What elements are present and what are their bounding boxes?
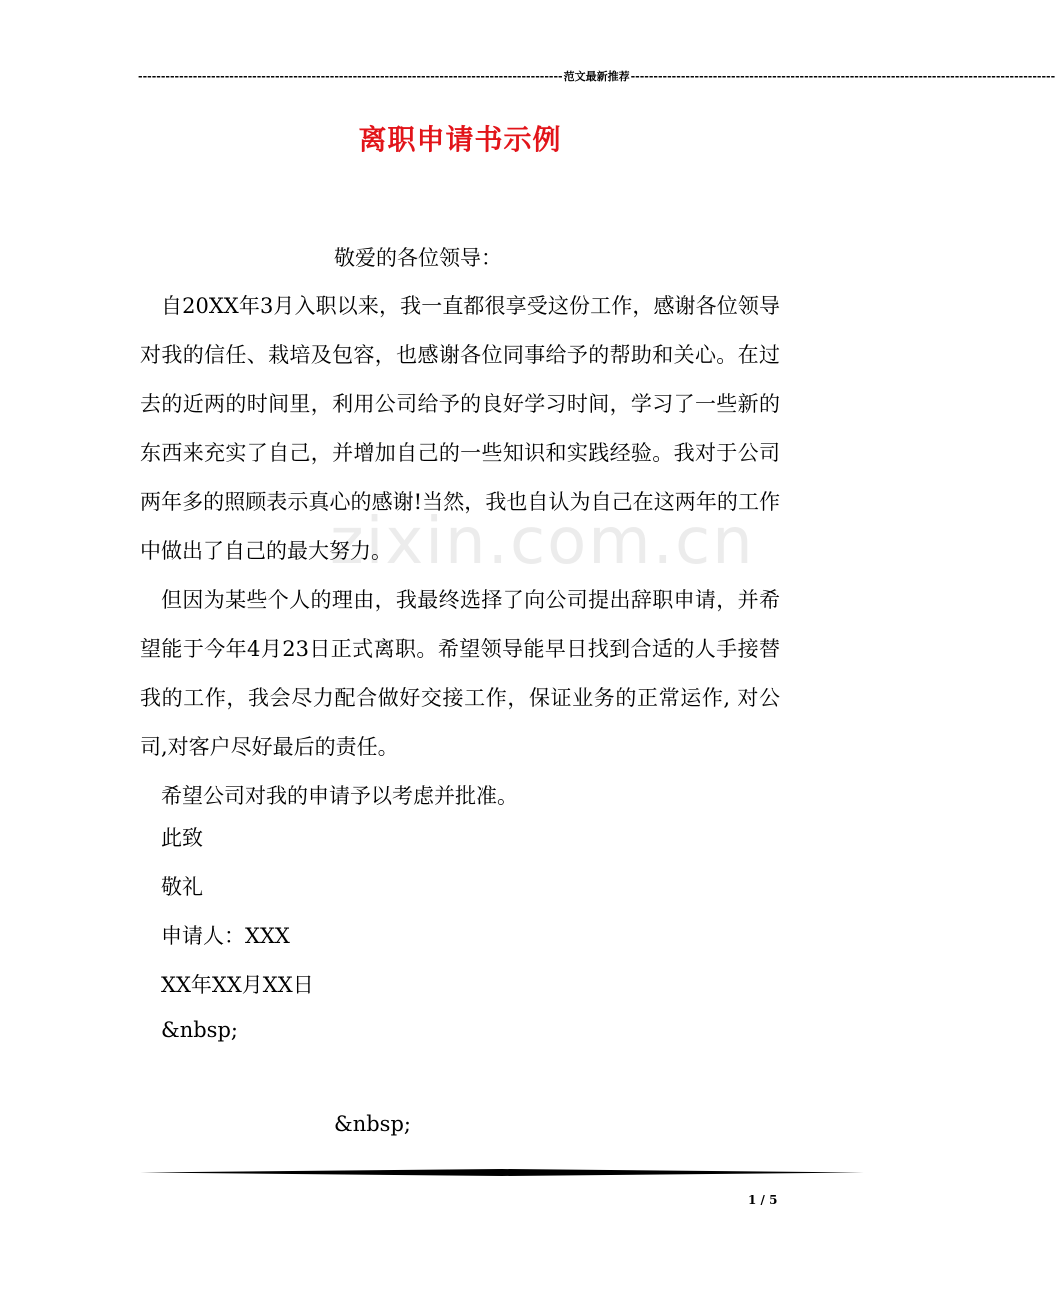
closing-line-2: 敬礼 [161,875,203,899]
watermark: zixin.com.cn [330,505,755,579]
applicant-line: 申请人：XXX [161,924,290,948]
paragraph-2: 但因为某些个人的理由，我最终选择了向公司提出辞职申请，并希望能于今年4月23日正式离职。希望领导能早日找到合适的人手接替我的工作，我会尽力配合做好交接工作，保证业务的正常运作, 对公司,对客户尽好最后的责任。 [140,588,780,759]
paragraph-3: 希望公司对我的申请予以考虑并批准。 [161,784,518,808]
footer-divider [140,1166,864,1180]
document-title: 离职申请书示例 [358,123,562,156]
page-number: 1 / 5 [748,1193,778,1207]
nbsp-line-2: &nbsp; [334,1112,411,1136]
closing-line-1: 此致 [161,826,203,850]
page-header [138,68,1055,84]
paragraph-1: 自20XX年3月入职以来，我一直都很享受这份工作，感谢各位领导对我的信任、栽培及包容，也感谢各位同事给予的帮助和关心。在过去的近两的时间里，利用公司给予的良好学习时间，学习了一些新的东西来充实了自己，并增加自己的一些知识和实践经验。我对于公司两年多的照顾表示真心的感谢!当然，我也自认为自己在这两年的工作中做出了自己的最大努力。 [140,294,780,563]
letter-body [140,282,780,821]
salutation: 敬爱的各位领导： [334,246,502,270]
header-dashes-left: --------------------------------------------------------------------------------------------- [138,69,563,83]
header-label: 范文最新推荐 [563,70,630,83]
date-line: XX年XX月XX日 [161,973,314,997]
nbsp-line-1: &nbsp; [161,1018,238,1042]
header-dashes-right: --------------------------------------------------------------------------------------------- [630,69,1055,83]
